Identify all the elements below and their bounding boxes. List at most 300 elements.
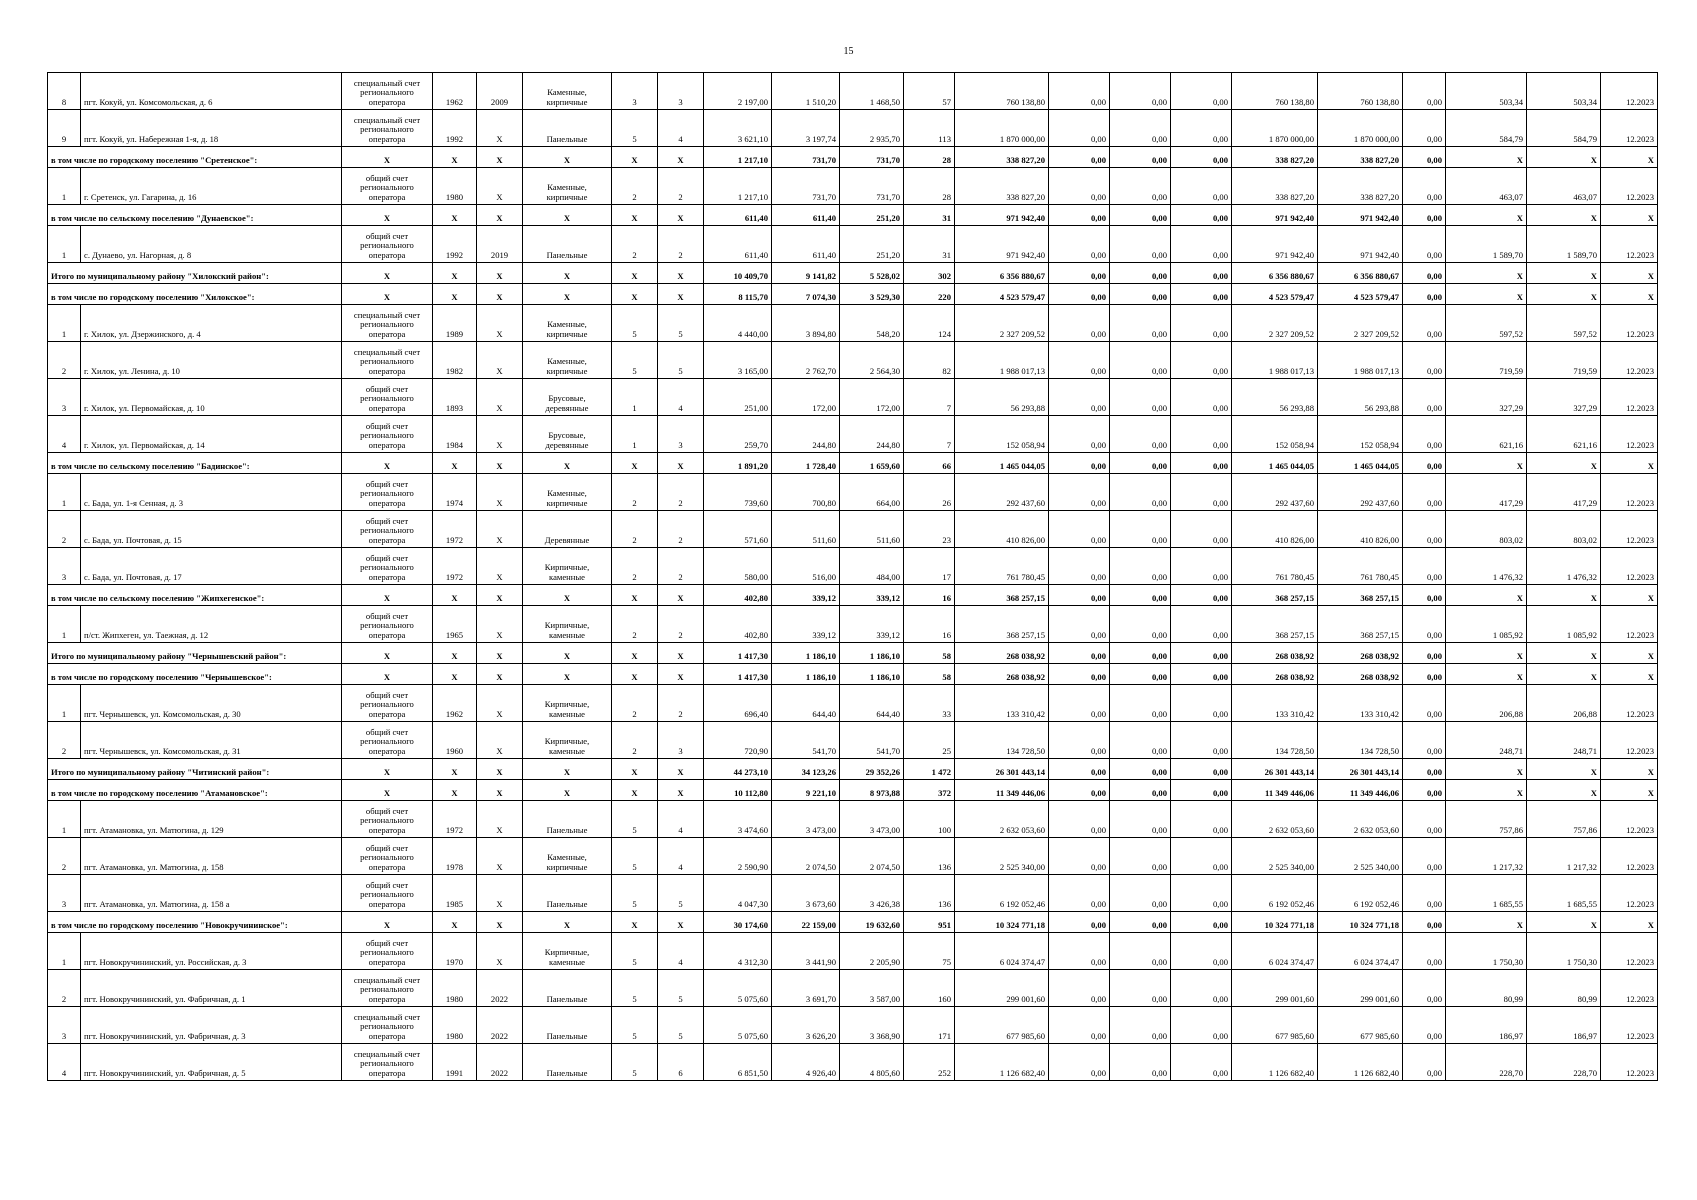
cell-fund-owners: 6 024 374,47 — [1232, 933, 1318, 970]
cell-floors: 5 — [612, 875, 658, 912]
cell-fund-federal: 0,00 — [1049, 342, 1110, 379]
cell-premises-area: 644,40 — [772, 685, 840, 722]
cell-account-type: общий счет регионального оператора — [342, 474, 433, 511]
cell-unit-cost: 248,71 — [1446, 722, 1527, 759]
subtotal-year-built: Х — [433, 263, 477, 284]
subtotal-unit-cost-limit: Х — [1527, 284, 1601, 305]
cell-fund-federal: 0,00 — [1049, 722, 1110, 759]
subtotal-unit-cost: Х — [1446, 585, 1527, 606]
cell-unit-cost-limit: 80,99 — [1527, 970, 1601, 1007]
subtotal-fund-regional: 0,00 — [1110, 912, 1171, 933]
cell-floors: 5 — [612, 342, 658, 379]
cell-wall-material: Панельные — [523, 1044, 612, 1081]
cell-year-built: 1991 — [433, 1044, 477, 1081]
cell-fund-regional: 0,00 — [1110, 416, 1171, 453]
subtotal-label: в том числе по городскому поселению "Чернышевское": — [48, 664, 342, 685]
cell-fund-owners: 152 058,94 — [1232, 416, 1318, 453]
cell-total-area: 4 440,00 — [704, 305, 772, 342]
subtotal-fund-owners: 1 465 044,05 — [1232, 453, 1318, 474]
subtotal-total-cost: 338 827,20 — [955, 147, 1049, 168]
cell-residents: 136 — [904, 875, 955, 912]
cell-floors: 2 — [612, 722, 658, 759]
subtotal-fund-owners: 4 523 579,47 — [1232, 284, 1318, 305]
cell-account-type: специальный счет регионального оператора — [342, 342, 433, 379]
cell-fund-owners: 368 257,15 — [1232, 606, 1318, 643]
subtotal-fund-other: 0,00 — [1403, 664, 1446, 685]
cell-entrances: 2 — [658, 511, 704, 548]
cell-fund-local: 0,00 — [1171, 1007, 1232, 1044]
cell-fund-owners-total: 971 942,40 — [1318, 226, 1403, 263]
cell-floors: 2 — [612, 685, 658, 722]
cell-entrances: 3 — [658, 73, 704, 110]
cell-premises-area: 2 074,50 — [772, 838, 840, 875]
cell-residents: 75 — [904, 933, 955, 970]
cell-wall-material: Панельные — [523, 110, 612, 147]
cell-account-type: специальный счет регионального оператора — [342, 305, 433, 342]
cell-fund-owners: 1 870 000,00 — [1232, 110, 1318, 147]
subtotal-residents: 58 — [904, 664, 955, 685]
cell-total-area: 402,80 — [704, 606, 772, 643]
subtotal-fund-regional: 0,00 — [1110, 780, 1171, 801]
subtotal-year-last-repair: Х — [477, 664, 523, 685]
cell-residents: 7 — [904, 379, 955, 416]
subtotal-total-area: 611,40 — [704, 205, 772, 226]
cell-deadline: 12.2023 — [1601, 1044, 1658, 1081]
subtotal-year-built: Х — [433, 664, 477, 685]
cell-fund-regional: 0,00 — [1110, 801, 1171, 838]
cell-residential-area: 2 935,70 — [840, 110, 904, 147]
cell-year-last-repair: 2022 — [477, 1007, 523, 1044]
subtotal-residential-area: 1 659,60 — [840, 453, 904, 474]
cell-deadline: 12.2023 — [1601, 168, 1658, 205]
cell-unit-cost-limit: 621,16 — [1527, 416, 1601, 453]
cell-wall-material: Брусовые, деревянные — [523, 416, 612, 453]
subtotal-premises-area: 34 123,26 — [772, 759, 840, 780]
subtotal-total-cost: 10 324 771,18 — [955, 912, 1049, 933]
cell-address: с. Бада, ул. 1-я Сенная, д. 3 — [81, 474, 342, 511]
cell-total-area: 4 312,30 — [704, 933, 772, 970]
cell-wall-material: Брусовые, деревянные — [523, 379, 612, 416]
cell-fund-federal: 0,00 — [1049, 110, 1110, 147]
cell-fund-regional: 0,00 — [1110, 722, 1171, 759]
cell-fund-local: 0,00 — [1171, 342, 1232, 379]
cell-premises-area: 541,70 — [772, 722, 840, 759]
subtotal-year-built: Х — [433, 759, 477, 780]
cell-unit-cost: 206,88 — [1446, 685, 1527, 722]
cell-row-number: 1 — [48, 474, 81, 511]
cell-unit-cost: 597,52 — [1446, 305, 1527, 342]
subtotal-unit-cost-limit: Х — [1527, 585, 1601, 606]
table-row — [48, 838, 1658, 875]
table-row — [48, 73, 1658, 110]
cell-year-last-repair: Х — [477, 305, 523, 342]
subtotal-total-area: 1 417,30 — [704, 643, 772, 664]
subtotal-deadline: Х — [1601, 664, 1658, 685]
subtotal-unit-cost: Х — [1446, 759, 1527, 780]
subtotal-account-type: Х — [342, 585, 433, 606]
cell-fund-owners: 299 001,60 — [1232, 970, 1318, 1007]
cell-account-type: общий счет регионального оператора — [342, 606, 433, 643]
cell-unit-cost-limit: 719,59 — [1527, 342, 1601, 379]
subtotal-entrances: Х — [658, 912, 704, 933]
table-row — [48, 305, 1658, 342]
subtotal-residential-area: 251,20 — [840, 205, 904, 226]
cell-row-number: 1 — [48, 606, 81, 643]
subtotal-fund-owners-total: 11 349 446,06 — [1318, 780, 1403, 801]
subtotal-year-built: Х — [433, 912, 477, 933]
cell-deadline: 12.2023 — [1601, 838, 1658, 875]
subtotal-fund-federal: 0,00 — [1049, 912, 1110, 933]
subtotal-deadline: Х — [1601, 912, 1658, 933]
cell-residential-area: 2 074,50 — [840, 838, 904, 875]
cell-entrances: 2 — [658, 474, 704, 511]
cell-unit-cost: 803,02 — [1446, 511, 1527, 548]
cell-floors: 2 — [612, 226, 658, 263]
subtotal-fund-other: 0,00 — [1403, 759, 1446, 780]
subtotal-fund-other: 0,00 — [1403, 780, 1446, 801]
table-row — [48, 110, 1658, 147]
cell-premises-area: 339,12 — [772, 606, 840, 643]
subtotal-wall-material: Х — [523, 585, 612, 606]
cell-total-cost: 2 327 209,52 — [955, 305, 1049, 342]
cell-year-last-repair: 2009 — [477, 73, 523, 110]
cell-address: пгт. Кокуй, ул. Комсомольская, д. 6 — [81, 73, 342, 110]
cell-floors: 5 — [612, 838, 658, 875]
cell-wall-material: Каменные, кирпичные — [523, 168, 612, 205]
subtotal-unit-cost-limit: Х — [1527, 263, 1601, 284]
cell-total-cost: 6 024 374,47 — [955, 933, 1049, 970]
cell-deadline: 12.2023 — [1601, 722, 1658, 759]
cell-total-cost: 133 310,42 — [955, 685, 1049, 722]
cell-address: г. Хилок, ул. Дзержинского, д. 4 — [81, 305, 342, 342]
cell-total-area: 2 197,00 — [704, 73, 772, 110]
cell-total-cost: 971 942,40 — [955, 226, 1049, 263]
subtotal-entrances: Х — [658, 585, 704, 606]
cell-deadline: 12.2023 — [1601, 875, 1658, 912]
subtotal-year-last-repair: Х — [477, 147, 523, 168]
cell-total-cost: 6 192 052,46 — [955, 875, 1049, 912]
subtotal-total-cost: 1 465 044,05 — [955, 453, 1049, 474]
cell-fund-federal: 0,00 — [1049, 548, 1110, 585]
cell-fund-owners-total: 6 192 052,46 — [1318, 875, 1403, 912]
cell-fund-federal: 0,00 — [1049, 305, 1110, 342]
cell-fund-owners-total: 2 525 340,00 — [1318, 838, 1403, 875]
cell-address: г. Сретенск, ул. Гагарина, д. 16 — [81, 168, 342, 205]
cell-fund-other: 0,00 — [1403, 548, 1446, 585]
subtotal-residents: 16 — [904, 585, 955, 606]
cell-year-built: 1984 — [433, 416, 477, 453]
subtotal-unit-cost: Х — [1446, 912, 1527, 933]
cell-fund-other: 0,00 — [1403, 722, 1446, 759]
cell-unit-cost: 463,07 — [1446, 168, 1527, 205]
cell-row-number: 1 — [48, 226, 81, 263]
cell-total-area: 1 217,10 — [704, 168, 772, 205]
cell-year-built: 1972 — [433, 801, 477, 838]
cell-fund-owners: 1 988 017,13 — [1232, 342, 1318, 379]
cell-account-type: общий счет регионального оператора — [342, 511, 433, 548]
subtotal-wall-material: Х — [523, 453, 612, 474]
subtotal-account-type: Х — [342, 263, 433, 284]
cell-fund-local: 0,00 — [1171, 548, 1232, 585]
cell-fund-owners: 133 310,42 — [1232, 685, 1318, 722]
subtotal-entrances: Х — [658, 147, 704, 168]
cell-residential-area: 3 426,38 — [840, 875, 904, 912]
cell-residential-area: 3 368,90 — [840, 1007, 904, 1044]
cell-fund-federal: 0,00 — [1049, 1007, 1110, 1044]
subtotal-fund-federal: 0,00 — [1049, 780, 1110, 801]
subtotal-total-area: 10 112,80 — [704, 780, 772, 801]
subtotal-year-built: Х — [433, 643, 477, 664]
subtotal-premises-area: 7 074,30 — [772, 284, 840, 305]
subtotal-fund-owners-total: 10 324 771,18 — [1318, 912, 1403, 933]
cell-deadline: 12.2023 — [1601, 73, 1658, 110]
cell-fund-federal: 0,00 — [1049, 933, 1110, 970]
subtotal-residents: 66 — [904, 453, 955, 474]
cell-address: с. Бада, ул. Почтовая, д. 17 — [81, 548, 342, 585]
table-row — [48, 379, 1658, 416]
cell-row-number: 3 — [48, 379, 81, 416]
cell-total-cost: 152 058,94 — [955, 416, 1049, 453]
cell-residents: 124 — [904, 305, 955, 342]
subtotal-fund-regional: 0,00 — [1110, 759, 1171, 780]
cell-fund-other: 0,00 — [1403, 73, 1446, 110]
cell-unit-cost-limit: 248,71 — [1527, 722, 1601, 759]
cell-unit-cost: 1 085,92 — [1446, 606, 1527, 643]
cell-fund-other: 0,00 — [1403, 970, 1446, 1007]
cell-fund-owners: 56 293,88 — [1232, 379, 1318, 416]
subtotal-entrances: Х — [658, 780, 704, 801]
subtotal-fund-other: 0,00 — [1403, 284, 1446, 305]
cell-year-last-repair: Х — [477, 379, 523, 416]
subtotal-wall-material: Х — [523, 205, 612, 226]
cell-year-built: 1980 — [433, 1007, 477, 1044]
cell-fund-local: 0,00 — [1171, 168, 1232, 205]
cell-row-number: 1 — [48, 685, 81, 722]
subtotal-fund-regional: 0,00 — [1110, 643, 1171, 664]
cell-account-type: общий счет регионального оператора — [342, 722, 433, 759]
subtotal-residents: 31 — [904, 205, 955, 226]
cell-fund-other: 0,00 — [1403, 606, 1446, 643]
cell-residential-area: 644,40 — [840, 685, 904, 722]
cell-fund-federal: 0,00 — [1049, 168, 1110, 205]
cell-wall-material: Кирпичные, каменные — [523, 548, 612, 585]
cell-total-area: 6 851,50 — [704, 1044, 772, 1081]
cell-floors: 1 — [612, 379, 658, 416]
cell-residents: 171 — [904, 1007, 955, 1044]
cell-account-type: общий счет регионального оператора — [342, 168, 433, 205]
subtotal-year-built: Х — [433, 284, 477, 305]
cell-residential-area: 251,20 — [840, 226, 904, 263]
subtotal-residents: 28 — [904, 147, 955, 168]
cell-total-area: 611,40 — [704, 226, 772, 263]
subtotal-floors: Х — [612, 263, 658, 284]
cell-fund-owners: 1 126 682,40 — [1232, 1044, 1318, 1081]
cell-year-built: 1970 — [433, 933, 477, 970]
cell-fund-federal: 0,00 — [1049, 474, 1110, 511]
subtotal-fund-regional: 0,00 — [1110, 147, 1171, 168]
subtotal-unit-cost: Х — [1446, 263, 1527, 284]
cell-unit-cost: 719,59 — [1446, 342, 1527, 379]
table-row — [48, 970, 1658, 1007]
cell-residents: 136 — [904, 838, 955, 875]
subtotal-total-cost: 4 523 579,47 — [955, 284, 1049, 305]
subtotal-fund-owners-total: 971 942,40 — [1318, 205, 1403, 226]
cell-year-built: 1962 — [433, 73, 477, 110]
subtotal-wall-material: Х — [523, 284, 612, 305]
cell-residents: 82 — [904, 342, 955, 379]
cell-premises-area: 3 441,90 — [772, 933, 840, 970]
cell-address: пгт. Чернышевск, ул. Комсомольская, д. 31 — [81, 722, 342, 759]
cell-residents: 7 — [904, 416, 955, 453]
cell-fund-regional: 0,00 — [1110, 1044, 1171, 1081]
subtotal-row — [48, 284, 1658, 305]
subtotal-fund-other: 0,00 — [1403, 453, 1446, 474]
cell-floors: 5 — [612, 970, 658, 1007]
cell-fund-other: 0,00 — [1403, 838, 1446, 875]
cell-residential-area: 541,70 — [840, 722, 904, 759]
cell-year-built: 1978 — [433, 838, 477, 875]
cell-total-cost: 761 780,45 — [955, 548, 1049, 585]
subtotal-residents: 951 — [904, 912, 955, 933]
subtotal-label: в том числе по городскому поселению "Атамановское": — [48, 780, 342, 801]
table-row — [48, 342, 1658, 379]
subtotal-residential-area: 8 973,88 — [840, 780, 904, 801]
cell-fund-federal: 0,00 — [1049, 685, 1110, 722]
cell-wall-material: Кирпичные, каменные — [523, 722, 612, 759]
subtotal-residents: 372 — [904, 780, 955, 801]
cell-entrances: 5 — [658, 875, 704, 912]
subtotal-residential-area: 1 186,10 — [840, 664, 904, 685]
subtotal-floors: Х — [612, 585, 658, 606]
subtotal-fund-owners: 268 038,92 — [1232, 664, 1318, 685]
cell-fund-federal: 0,00 — [1049, 416, 1110, 453]
cell-year-last-repair: Х — [477, 511, 523, 548]
cell-year-last-repair: Х — [477, 685, 523, 722]
cell-fund-local: 0,00 — [1171, 606, 1232, 643]
cell-year-built: 1960 — [433, 722, 477, 759]
subtotal-deadline: Х — [1601, 585, 1658, 606]
cell-fund-owners: 338 827,20 — [1232, 168, 1318, 205]
subtotal-residential-area: 731,70 — [840, 147, 904, 168]
cell-entrances: 4 — [658, 933, 704, 970]
subtotal-total-area: 1 217,10 — [704, 147, 772, 168]
cell-row-number: 1 — [48, 305, 81, 342]
subtotal-fund-local: 0,00 — [1171, 643, 1232, 664]
subtotal-fund-owners-total: 1 465 044,05 — [1318, 453, 1403, 474]
cell-year-last-repair: 2022 — [477, 1044, 523, 1081]
cell-floors: 2 — [612, 511, 658, 548]
cell-year-last-repair: Х — [477, 838, 523, 875]
cell-unit-cost: 186,97 — [1446, 1007, 1527, 1044]
subtotal-unit-cost-limit: Х — [1527, 205, 1601, 226]
cell-entrances: 4 — [658, 801, 704, 838]
subtotal-row — [48, 780, 1658, 801]
cell-unit-cost-limit: 186,97 — [1527, 1007, 1601, 1044]
subtotal-row — [48, 263, 1658, 284]
cell-residential-area: 511,60 — [840, 511, 904, 548]
subtotal-total-cost: 26 301 443,14 — [955, 759, 1049, 780]
subtotal-year-built: Х — [433, 205, 477, 226]
subtotal-unit-cost: Х — [1446, 147, 1527, 168]
subtotal-account-type: Х — [342, 205, 433, 226]
cell-fund-regional: 0,00 — [1110, 970, 1171, 1007]
cell-address: пгт. Новокручининский, ул. Российская, д. 3 — [81, 933, 342, 970]
subtotal-residents: 220 — [904, 284, 955, 305]
cell-account-type: общий счет регионального оператора — [342, 416, 433, 453]
table-row — [48, 1007, 1658, 1044]
cell-total-area: 580,00 — [704, 548, 772, 585]
cell-premises-area: 3 626,20 — [772, 1007, 840, 1044]
subtotal-premises-area: 1 186,10 — [772, 664, 840, 685]
table-row — [48, 685, 1658, 722]
cell-total-cost: 292 437,60 — [955, 474, 1049, 511]
subtotal-premises-area: 1 186,10 — [772, 643, 840, 664]
cell-row-number: 2 — [48, 970, 81, 1007]
cell-fund-local: 0,00 — [1171, 379, 1232, 416]
cell-fund-owners: 2 327 209,52 — [1232, 305, 1318, 342]
cell-address: пгт. Атамановка, ул. Матюгина, д. 158 — [81, 838, 342, 875]
cell-fund-owners: 761 780,45 — [1232, 548, 1318, 585]
cell-fund-owners-total: 152 058,94 — [1318, 416, 1403, 453]
cell-residents: 113 — [904, 110, 955, 147]
cell-total-area: 259,70 — [704, 416, 772, 453]
cell-row-number: 9 — [48, 110, 81, 147]
subtotal-total-area: 402,80 — [704, 585, 772, 606]
subtotal-residential-area: 339,12 — [840, 585, 904, 606]
cell-premises-area: 611,40 — [772, 226, 840, 263]
cell-fund-regional: 0,00 — [1110, 342, 1171, 379]
subtotal-residential-area: 1 186,10 — [840, 643, 904, 664]
cell-row-number: 4 — [48, 416, 81, 453]
cell-fund-other: 0,00 — [1403, 801, 1446, 838]
subtotal-fund-federal: 0,00 — [1049, 147, 1110, 168]
cell-residents: 28 — [904, 168, 955, 205]
cell-total-cost: 368 257,15 — [955, 606, 1049, 643]
cell-deadline: 12.2023 — [1601, 970, 1658, 1007]
subtotal-residential-area: 3 529,30 — [840, 284, 904, 305]
table-row — [48, 226, 1658, 263]
cell-fund-local: 0,00 — [1171, 970, 1232, 1007]
subtotal-residents: 1 472 — [904, 759, 955, 780]
subtotal-label: в том числе по сельскому поселению "Дунаевское": — [48, 205, 342, 226]
cell-fund-regional: 0,00 — [1110, 110, 1171, 147]
cell-address: пгт. Новокручининский, ул. Фабричная, д. 5 — [81, 1044, 342, 1081]
cell-fund-owners-total: 133 310,42 — [1318, 685, 1403, 722]
cell-residents: 17 — [904, 548, 955, 585]
cell-fund-regional: 0,00 — [1110, 933, 1171, 970]
cell-wall-material: Каменные, кирпичные — [523, 73, 612, 110]
cell-premises-area: 244,80 — [772, 416, 840, 453]
subtotal-total-cost: 971 942,40 — [955, 205, 1049, 226]
cell-fund-owners-total: 761 780,45 — [1318, 548, 1403, 585]
subtotal-unit-cost: Х — [1446, 453, 1527, 474]
cell-fund-other: 0,00 — [1403, 933, 1446, 970]
cell-wall-material: Панельные — [523, 970, 612, 1007]
cell-total-cost: 338 827,20 — [955, 168, 1049, 205]
cell-deadline: 12.2023 — [1601, 933, 1658, 970]
subtotal-entrances: Х — [658, 263, 704, 284]
subtotal-label: Итого по муниципальному району "Читинский район": — [48, 759, 342, 780]
cell-fund-regional: 0,00 — [1110, 1007, 1171, 1044]
cell-address: г. Хилок, ул. Первомайская, д. 14 — [81, 416, 342, 453]
subtotal-fund-owners: 10 324 771,18 — [1232, 912, 1318, 933]
cell-premises-area: 516,00 — [772, 548, 840, 585]
subtotal-residents: 302 — [904, 263, 955, 284]
cell-unit-cost-limit: 327,29 — [1527, 379, 1601, 416]
cell-fund-regional: 0,00 — [1110, 511, 1171, 548]
cell-residential-area: 731,70 — [840, 168, 904, 205]
cell-fund-local: 0,00 — [1171, 511, 1232, 548]
